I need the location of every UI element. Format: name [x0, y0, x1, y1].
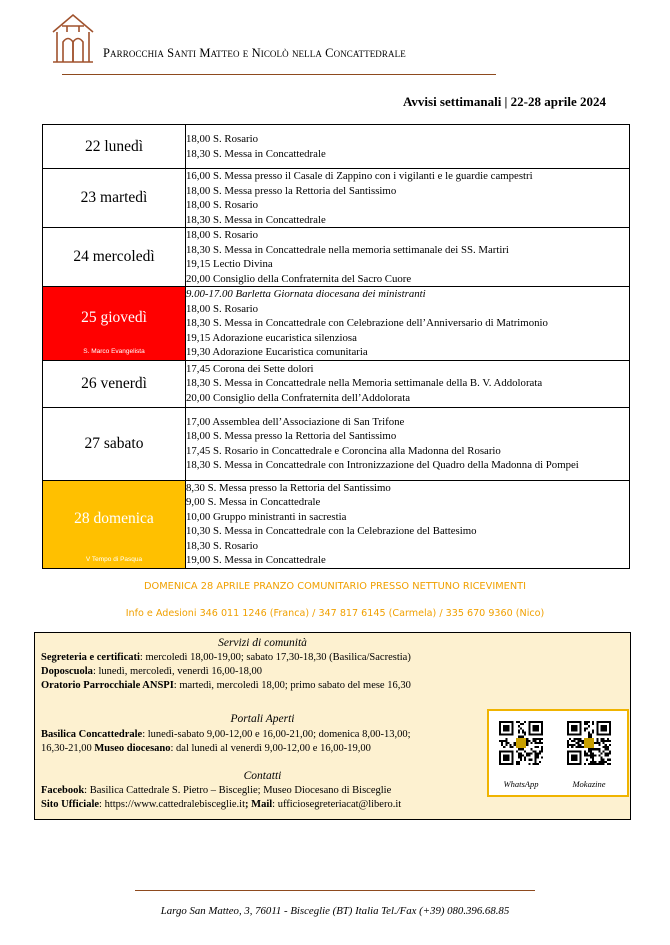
event-line: 9.00-17.00 Barletta Giornata diocesana dei ministranti: [186, 288, 426, 300]
whatsapp-label: WhatsApp: [503, 779, 539, 789]
events-cell: [186, 287, 630, 361]
event-line: 18,30 S. Messa in Concattedrale nella memoria settimanale dei SS. Martiri: [186, 243, 509, 256]
event-line: 18,00 S. Messa presso la Rettoria del Santissimo: [186, 184, 397, 197]
facebook-line: Facebook: Basilica Cattedrale S. Pietro – Bisceglie; Museo Diocesano di Bisceglie: [41, 785, 392, 796]
services-title: Servizi di comunità: [218, 637, 307, 649]
event-line: 18,30 S. Messa in Concattedrale con Intronizzazione del Quadro della Madonna di Pompei: [186, 459, 579, 471]
event-line: 18,00 S. Rosario: [186, 199, 258, 211]
event-line: 17,45 Corona dei Sette dolori: [186, 362, 314, 375]
day-cell: [43, 287, 186, 361]
parish-logo-icon: [50, 12, 96, 64]
event-line: 18,30 S. Messa in Concattedrale con Celebrazione dell’Anniversario di Matrimonio: [186, 317, 548, 329]
event-line: 20,00 Consiglio della Confraternita del Sacro Cuore: [186, 272, 412, 285]
whatsapp-qr-code-icon[interactable]: [499, 721, 543, 765]
schedule-row: [43, 480, 630, 568]
events-cell: [186, 169, 630, 228]
event-line: 20,00 Consiglio della Confraternita dell’Addolorata: [186, 391, 410, 404]
schedule-row: [43, 169, 630, 228]
day-subtitle: V Tempo di Pasqua: [85, 555, 143, 563]
qr-codes-box: [487, 709, 629, 797]
event-line: 18,00 S. Rosario: [186, 229, 258, 241]
day-cell: [43, 125, 186, 169]
day-cell: [43, 228, 186, 287]
day-name: 28 domenica: [74, 510, 154, 527]
event-line: 19,15 Adorazione eucaristica silenziosa: [186, 331, 357, 344]
event-line: 17,45 S. Rosario in Concattedrale e Coroncina alla Madonna del Rosario: [186, 444, 501, 457]
events-cell: [186, 360, 630, 407]
event-line: 10,30 S. Messa in Concattedrale con la Celebrazione del Battesimo: [186, 525, 477, 537]
event-line: 18,30 S. Messa in Concattedrale nella Memoria settimanale della B. V. Addolorata: [186, 377, 543, 390]
schedule-row: [43, 407, 630, 480]
day-name: 25 giovedì: [81, 309, 147, 327]
footer-address: Largo San Matteo, 3, 76011 - Bisceglie (BT) Italia Tel./Fax (+39) 080.396.68.85: [160, 905, 510, 917]
day-cell: [43, 480, 186, 568]
events-cell: [186, 228, 630, 287]
schedule-row: [43, 125, 630, 169]
event-line: 10,00 Gruppo ministranti in sacrestia: [186, 510, 347, 523]
day-subtitle: S. Marco Evangelista: [83, 347, 145, 355]
day-name: 23 martedì: [80, 189, 148, 206]
footer-rule: [135, 890, 535, 891]
event-line: 18,30 S. Messa in Concattedrale: [186, 147, 326, 160]
event-line: 19,15 Lectio Divina: [186, 258, 273, 270]
day-name: 24 mercoledì: [73, 248, 155, 265]
doposcuola-line: Doposcuola: lunedì, mercoledì, venerdì 16,00-18,00: [41, 666, 263, 677]
weekly-schedule-table: [42, 124, 630, 569]
schedule-row: [43, 228, 630, 287]
schedule-row: [43, 360, 630, 407]
event-line: 17,00 Assemblea dell’Associazione di San Trifone: [186, 415, 405, 428]
segreteria-line: Segreteria e certificati: mercoledì 18,00-19,00; sabato 17,30-18,30 (Basilica/Sacrestia): [41, 652, 411, 663]
magazine-qr-code-icon[interactable]: [567, 721, 611, 765]
lunch-banner: DOMENICA 28 APRILE PRANZO COMUNITARIO PRESSO NETTUNO RICEVIMENTI: [143, 581, 527, 592]
day-cell: [43, 360, 186, 407]
basilica-line: Basilica Concattedrale: lunedì-sabato 9,00-12,00 e 16,00-21,00; domenica 8,00-13,00;: [41, 729, 411, 740]
portals-title: Portali Aperti: [230, 713, 295, 725]
events-cell: [186, 480, 630, 568]
event-line: 16,00 S. Messa presso il Casale di Zappino con i vigilanti e le guardie campestri: [186, 170, 533, 182]
event-line: 18,00 S. Rosario: [186, 133, 258, 145]
header-rule: [62, 74, 496, 75]
site-line: Sito Ufficiale: https://www.cattedralebisceglie.it; Mail: ufficiosegreteriacat@libero.it: [41, 799, 402, 810]
day-cell: [43, 169, 186, 228]
museo-line: 16,30-21,00 Museo diocesano: dal lunedì al venerdì 9,00-12,00 e 16,00-19,00: [41, 743, 371, 754]
events-cell: [186, 407, 630, 480]
contacts-title: Contatti: [243, 770, 282, 782]
schedule-row: [43, 287, 630, 361]
event-line: 9,00 S. Messa in Concattedrale: [186, 496, 321, 508]
day-name: 26 venerdì: [81, 374, 147, 392]
oratorio-line: Oratorio Parrocchiale ANSPI: martedì, mercoledì 18,00; primo sabato del mese 16,30: [41, 680, 411, 691]
event-line: 18,30 S. Messa in Concattedrale: [186, 213, 326, 226]
notice-title: Avvisi settimanali | 22-28 aprile 2024: [402, 94, 606, 109]
info-box: [34, 632, 631, 820]
lunch-info: Info e Adesioni 346 011 1246 (Franca) / 347 817 6145 (Carmela) / 335 670 9360 (Nico): [125, 608, 545, 619]
events-cell: [186, 125, 630, 169]
day-name: 22 lunedì: [84, 137, 144, 155]
event-line: 18,00 S. Rosario: [186, 302, 258, 315]
event-line: 8,30 S. Messa presso la Rettoria del Santissimo: [186, 481, 391, 494]
event-line: 18,00 S. Messa presso la Rettoria del Santissimo: [186, 430, 397, 442]
day-cell: [43, 407, 186, 480]
event-line: 19,30 Adorazione Eucaristica comunitaria: [186, 346, 368, 358]
parish-name: Parrocchia Santi Matteo e Nicolò nella Concattedrale: [103, 46, 406, 60]
day-name: 27 sabato: [84, 434, 144, 452]
event-line: 19,00 S. Messa in Concattedrale: [186, 554, 326, 566]
magazine-label: Mokazine: [572, 779, 606, 789]
event-line: 18,30 S. Rosario: [186, 539, 258, 552]
